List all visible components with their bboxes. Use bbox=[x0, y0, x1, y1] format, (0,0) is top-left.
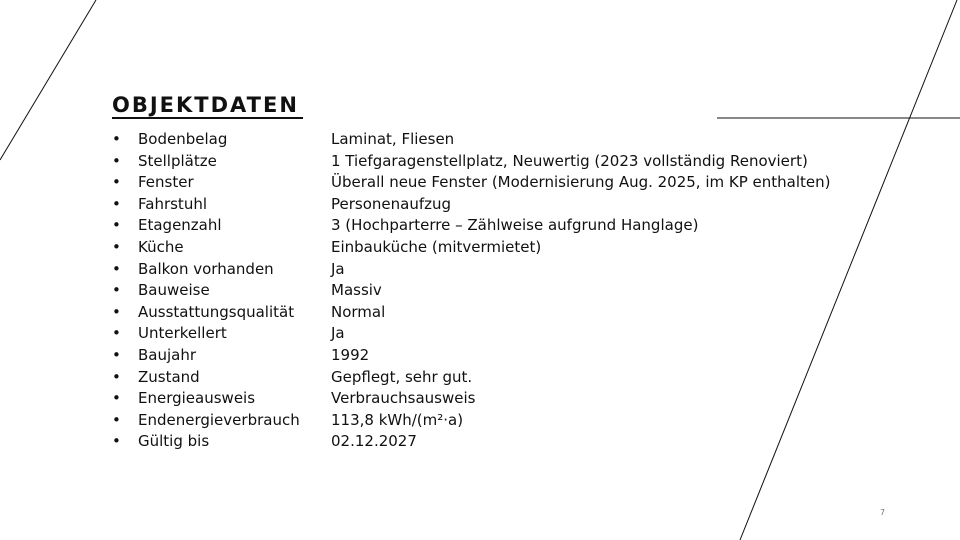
item-value: Massiv bbox=[331, 281, 382, 300]
bullet-icon: • bbox=[112, 237, 121, 256]
item-value: 02.12.2027 bbox=[331, 432, 417, 451]
page-number: 7 bbox=[880, 508, 886, 517]
item-label: Fenster bbox=[138, 173, 194, 192]
item-label: Balkon vorhanden bbox=[138, 259, 274, 278]
bullet-icon: • bbox=[112, 281, 121, 300]
item-label: Küche bbox=[138, 237, 184, 256]
item-value: Laminat, Fliesen bbox=[331, 130, 455, 148]
item-label: Endenergieverbrauch bbox=[138, 410, 300, 429]
bullet-icon: • bbox=[112, 194, 121, 213]
item-value: Einbauküche (mitvermietet) bbox=[331, 237, 542, 256]
item-label: Fahrstuhl bbox=[138, 194, 207, 213]
item-value: Personenaufzug bbox=[331, 194, 452, 213]
item-value: Überall neue Fenster (Modernisierung Aug. 2025, im KP enthalten) bbox=[331, 173, 831, 192]
item-label: Etagenzahl bbox=[138, 216, 222, 235]
item-label: Unterkellert bbox=[138, 324, 227, 343]
item-label: Ausstattungsqualität bbox=[138, 302, 295, 321]
item-label: Bauweise bbox=[138, 281, 210, 300]
bullet-icon: • bbox=[112, 130, 121, 148]
title-underline bbox=[112, 117, 303, 119]
item-value: 1992 bbox=[331, 345, 370, 364]
item-value: 3 (Hochparterre – Zählweise aufgrund Hanglage) bbox=[331, 216, 699, 235]
bullet-icon: • bbox=[112, 173, 121, 192]
item-label: Energieausweis bbox=[138, 389, 256, 408]
item-value: Gepflegt, sehr gut. bbox=[331, 367, 473, 386]
bullet-icon: • bbox=[112, 432, 121, 451]
bullet-icon: • bbox=[112, 367, 121, 386]
bullet-icon: • bbox=[112, 345, 121, 364]
item-label: Zustand bbox=[138, 367, 200, 386]
bullet-icon: • bbox=[112, 324, 121, 343]
bullet-icon: • bbox=[112, 259, 121, 278]
item-value: Normal bbox=[331, 302, 386, 321]
bullet-icon: • bbox=[112, 389, 121, 408]
slide-title: OBJEKTDATEN bbox=[112, 93, 299, 117]
bullet-icon: • bbox=[112, 216, 121, 235]
item-label: Bodenbelag bbox=[138, 130, 228, 148]
item-label: Stellplätze bbox=[138, 151, 217, 170]
item-label: Baujahr bbox=[138, 345, 197, 364]
item-value: Verbrauchsausweis bbox=[331, 389, 476, 408]
item-label: Gültig bis bbox=[138, 432, 210, 451]
item-value: Ja bbox=[331, 259, 345, 278]
item-value: Ja bbox=[331, 324, 345, 343]
item-value: 113,8 kWh/(m²·a) bbox=[331, 410, 464, 429]
right-diagonal-line bbox=[740, 0, 957, 540]
bullet-icon: • bbox=[112, 302, 121, 321]
bullet-icon: • bbox=[112, 151, 121, 170]
top-left-diagonal-line bbox=[0, 0, 96, 160]
item-value: 1 Tiefgaragenstellplatz, Neuwertig (2023 vollständig Renoviert) bbox=[331, 151, 808, 170]
bullet-icon: • bbox=[112, 410, 121, 429]
